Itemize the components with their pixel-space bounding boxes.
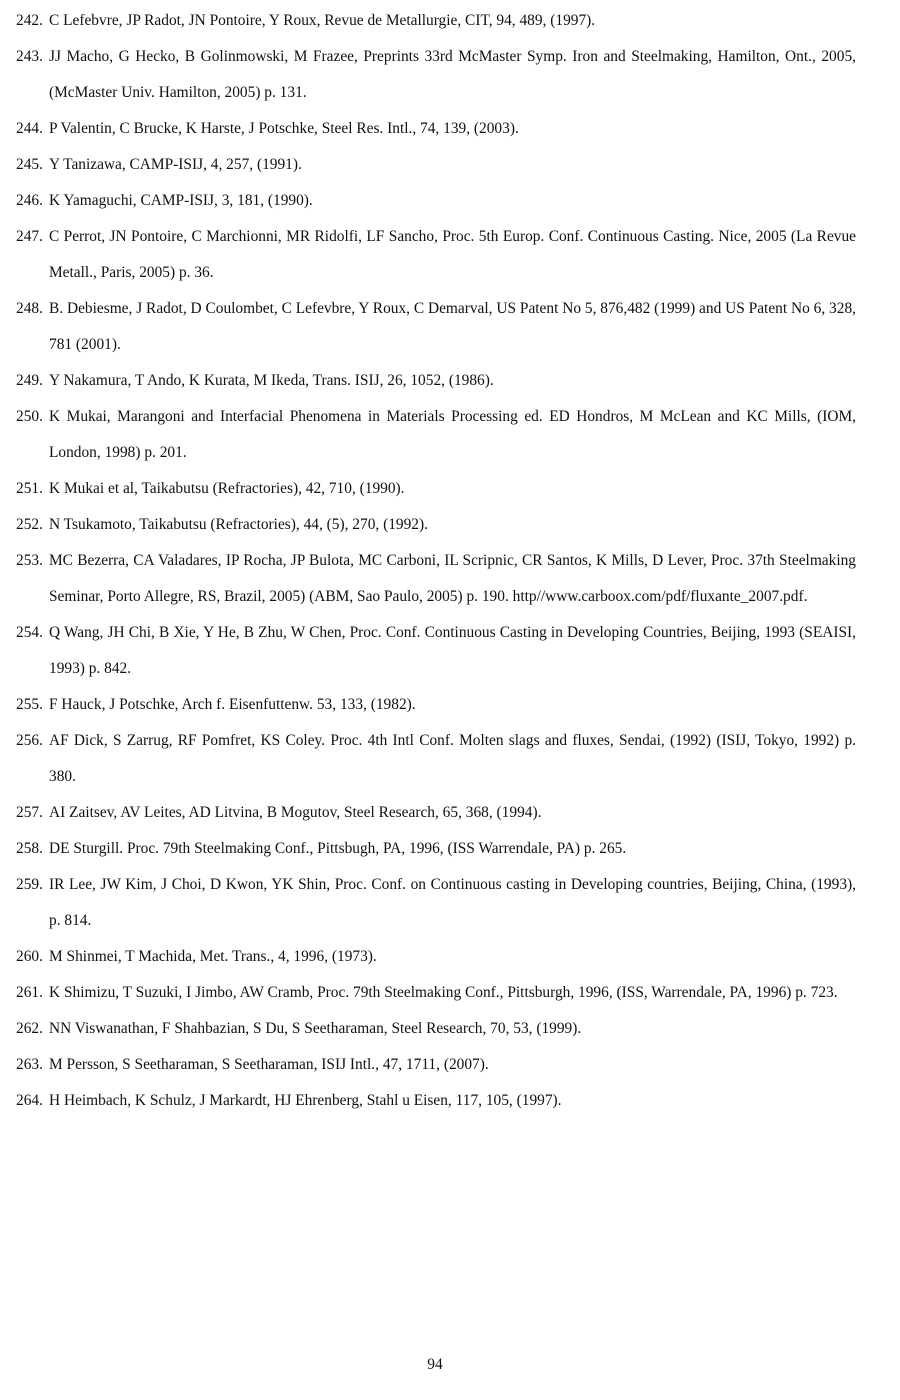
reference-item <box>16 723 856 795</box>
reference-number: 250. <box>16 408 43 425</box>
reference-text: H Heimbach, K Schulz, J Markardt, HJ Ehrenberg, Stahl u Eisen, 117, 105, (1997). <box>49 1092 562 1109</box>
reference-item <box>16 543 856 615</box>
reference-text: Y Nakamura, T Ando, K Kurata, M Ikeda, Trans. ISIJ, 26, 1052, (1986). <box>49 372 494 389</box>
reference-item <box>16 795 856 831</box>
reference-number: 249. <box>16 372 43 389</box>
reference-number: 263. <box>16 1056 43 1073</box>
reference-number: 246. <box>16 192 43 209</box>
reference-text: JJ Macho, G Hecko, B Golinmowski, M Frazee, Preprints 33rd McMaster Symp. Iron and Steelmaking, Hamilton, Ont., 2005, (McMaster Univ. Hamilton, 2005) p. 131. <box>49 48 856 101</box>
reference-text: M Persson, S Seetharaman, S Seetharaman, ISIJ Intl., 47, 1711, (2007). <box>49 1056 489 1073</box>
reference-text: B. Debiesme, J Radot, D Coulombet, C Lefevbre, Y Roux, C Demarval, US Patent No 5, 876,482 (1999) and US Patent No 6, 328, 781 (2001). <box>49 300 856 353</box>
reference-number: 264. <box>16 1092 43 1109</box>
reference-item <box>16 615 856 687</box>
reference-number: 242. <box>16 12 43 29</box>
reference-item <box>16 3 856 39</box>
reference-number: 256. <box>16 732 43 749</box>
reference-text: K Mukai, Marangoni and Interfacial Phenomena in Materials Processing ed. ED Hondros, M McLean and KC Mills, (IOM, London, 1998) p. 201. <box>49 408 856 461</box>
reference-item <box>16 471 856 507</box>
reference-number: 248. <box>16 300 43 317</box>
reference-item <box>16 39 856 111</box>
reference-item <box>16 399 856 471</box>
reference-number: 245. <box>16 156 43 173</box>
reference-item <box>16 1011 856 1047</box>
reference-item <box>16 111 856 147</box>
reference-number: 251. <box>16 480 43 497</box>
reference-text: K Mukai et al, Taikabutsu (Refractories), 42, 710, (1990). <box>49 480 405 497</box>
reference-number: 247. <box>16 228 43 245</box>
reference-text: K Shimizu, T Suzuki, I Jimbo, AW Cramb, Proc. 79th Steelmaking Conf., Pittsburgh, 1996, (ISS, Warrendale, PA, 1996) p. 723. <box>49 984 838 1001</box>
reference-item <box>16 507 856 543</box>
reference-text: M Shinmei, T Machida, Met. Trans., 4, 1996, (1973). <box>49 948 377 965</box>
reference-item <box>16 831 856 867</box>
reference-number: 252. <box>16 516 43 533</box>
reference-number: 255. <box>16 696 43 713</box>
reference-number: 259. <box>16 876 43 893</box>
reference-text: Q Wang, JH Chi, B Xie, Y He, B Zhu, W Chen, Proc. Conf. Continuous Casting in Developing Countries, Beijing, 1993 (SEAISI, 1993) p. 842. <box>49 624 856 677</box>
reference-item <box>16 867 856 939</box>
reference-item <box>16 975 856 1011</box>
reference-item <box>16 291 856 363</box>
reference-item <box>16 147 856 183</box>
reference-number: 254. <box>16 624 43 641</box>
reference-number: 262. <box>16 1020 43 1037</box>
reference-number: 257. <box>16 804 43 821</box>
reference-text: MC Bezerra, CA Valadares, IP Rocha, JP Bulota, MC Carboni, IL Scripnic, CR Santos, K Mills, D Lever, Proc. 37th Steelmaking Seminar, Porto Allegre, RS, Brazil, 2005) (ABM, Sao Paulo, 2005) p. 190. http//www.carboox.com/pdf/fluxante_2007.pdf. <box>49 552 856 605</box>
reference-item <box>16 1083 856 1119</box>
reference-text: Y Tanizawa, CAMP-ISIJ, 4, 257, (1991). <box>49 156 302 173</box>
reference-number: 260. <box>16 948 43 965</box>
reference-text: C Lefebvre, JP Radot, JN Pontoire, Y Roux, Revue de Metallurgie, CIT, 94, 489, (1997). <box>49 12 596 29</box>
page-number: 94 <box>427 1356 443 1373</box>
reference-item <box>16 219 856 291</box>
reference-item <box>16 939 856 975</box>
reference-text: DE Sturgill. Proc. 79th Steelmaking Conf., Pittsbugh, PA, 1996, (ISS Warrendale, PA) p. 265. <box>49 840 627 857</box>
reference-text: N Tsukamoto, Taikabutsu (Refractories), 44, (5), 270, (1992). <box>49 516 428 533</box>
reference-text: F Hauck, J Potschke, Arch f. Eisenfuttenw. 53, 133, (1982). <box>49 696 416 713</box>
reference-number: 258. <box>16 840 43 857</box>
reference-number: 261. <box>16 984 43 1001</box>
reference-text: NN Viswanathan, F Shahbazian, S Du, S Seetharaman, Steel Research, 70, 53, (1999). <box>49 1020 582 1037</box>
reference-text: K Yamaguchi, CAMP-ISIJ, 3, 181, (1990). <box>49 192 313 209</box>
reference-list <box>16 3 856 1119</box>
reference-text: P Valentin, C Brucke, K Harste, J Potschke, Steel Res. Intl., 74, 139, (2003). <box>49 120 519 137</box>
reference-number: 253. <box>16 552 43 569</box>
reference-text: IR Lee, JW Kim, J Choi, D Kwon, YK Shin, Proc. Conf. on Continuous casting in Developing countries, Beijing, China, (1993), p. 814. <box>49 876 856 929</box>
reference-item <box>16 183 856 219</box>
reference-number: 244. <box>16 120 43 137</box>
reference-number: 243. <box>16 48 43 65</box>
reference-text: C Perrot, JN Pontoire, C Marchionni, MR Ridolfi, LF Sancho, Proc. 5th Europ. Conf. Continuous Casting. Nice, 2005 (La Revue Metall., Paris, 2005) p. 36. <box>49 228 856 281</box>
reference-item <box>16 1047 856 1083</box>
reference-text: AF Dick, S Zarrug, RF Pomfret, KS Coley. Proc. 4th Intl Conf. Molten slags and fluxes, Sendai, (1992) (ISIJ, Tokyo, 1992) p. 380. <box>49 732 856 785</box>
reference-item <box>16 363 856 399</box>
reference-item <box>16 687 856 723</box>
reference-text: AI Zaitsev, AV Leites, AD Litvina, B Mogutov, Steel Research, 65, 368, (1994). <box>49 804 542 821</box>
